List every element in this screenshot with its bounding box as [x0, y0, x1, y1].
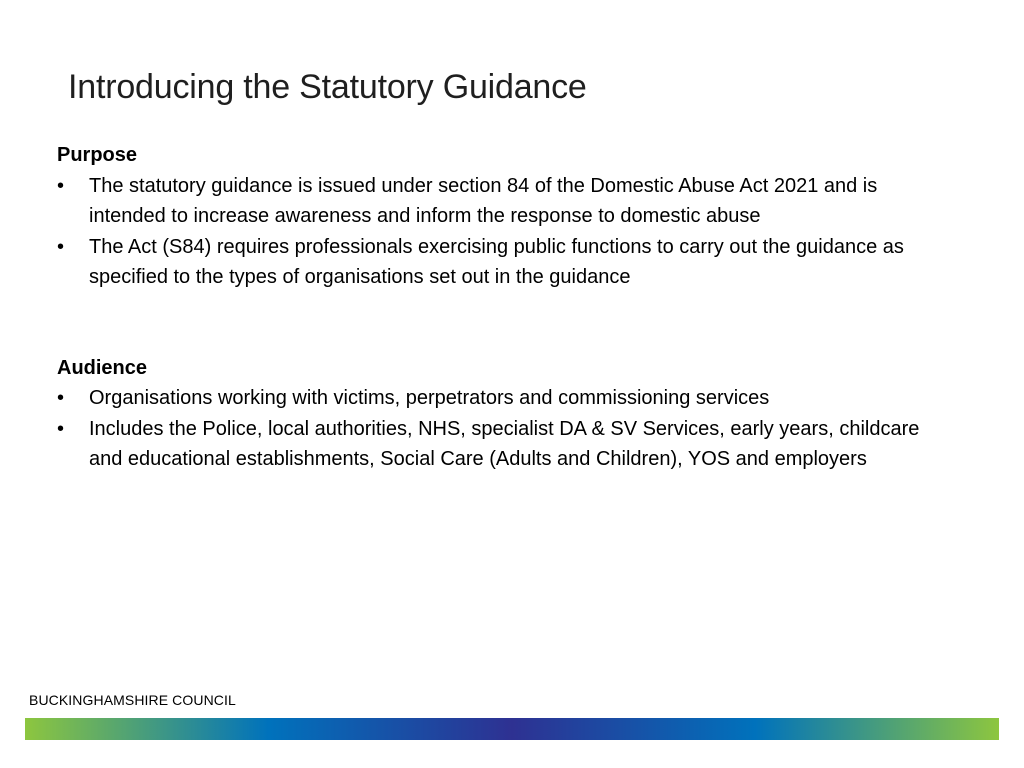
footer-gradient-bar — [25, 718, 999, 740]
purpose-heading: Purpose — [57, 144, 138, 166]
purpose-bullet-text: The Act (S84) requires professionals exercising public functions to carry out the guidance as specified to the types of organisations set out in the guidance — [89, 235, 904, 288]
audience-section — [57, 353, 937, 475]
purpose-bullet-item — [57, 232, 937, 293]
purpose-bullet-list — [57, 171, 937, 293]
purpose-section — [57, 140, 937, 293]
purpose-bullet-item — [57, 171, 937, 232]
audience-bullet-item — [57, 414, 937, 475]
audience-bullet-item — [57, 383, 937, 414]
audience-heading: Audience — [57, 356, 148, 379]
purpose-bullet-text: The statutory guidance is issued under section 84 of the Domestic Abuse Act 2021 and is intended to increase awareness and inform the response to domestic abuse — [89, 174, 878, 227]
footer-organisation-label: BUCKINGHAMSHIRE COUNCIL — [29, 692, 236, 708]
audience-bullet-text: Includes the Police, local authorities, NHS, specialist DA & SV Services, early years, childcare and educational establishments, Social Care (Adults and Children), YOS and employers — [89, 417, 920, 470]
bullet-icon: • — [57, 417, 65, 440]
bullet-icon: • — [57, 174, 65, 197]
bullet-icon: • — [57, 387, 65, 409]
slide-title: Introducing the Statutory Guidance — [68, 68, 587, 106]
audience-bullet-text: Organisations working with victims, perpetrators and commissioning services — [89, 387, 770, 409]
bullet-icon: • — [57, 235, 65, 258]
slide-body — [57, 140, 937, 475]
audience-bullet-list — [57, 383, 937, 475]
